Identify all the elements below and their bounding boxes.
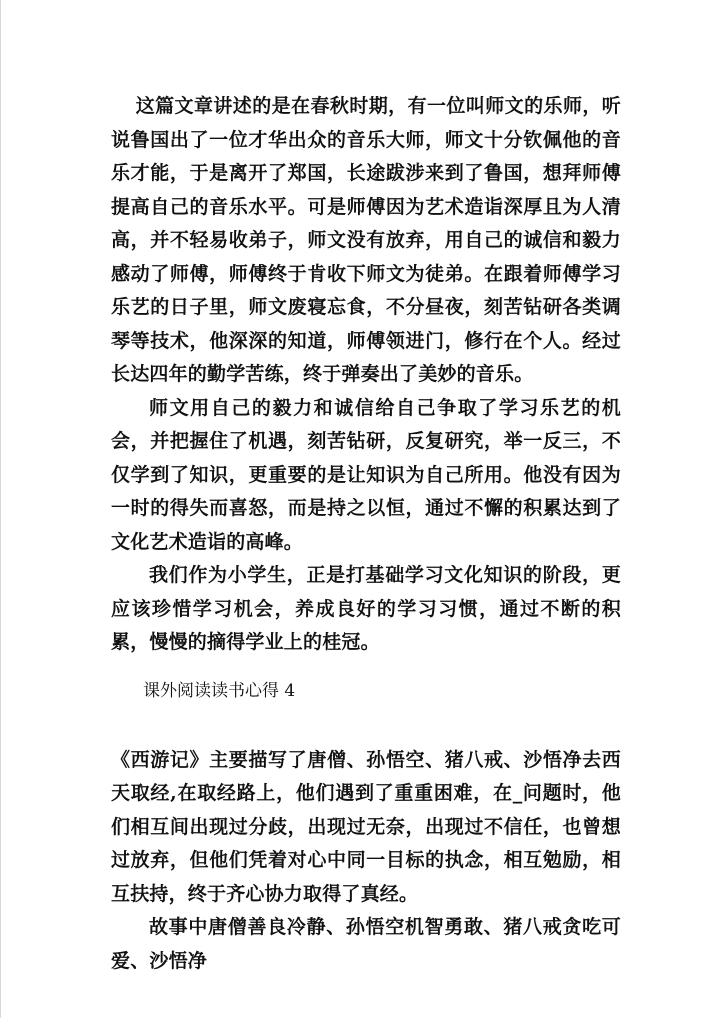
paragraph-2: 师文用自己的毅力和诚信给自己争取了学习乐艺的机会，并把握住了机遇，刻苦钻研，反复研究，举一反三，不仅学到了知识，更重要的是让知识为自己所用。他没有因为一时的得失而喜怒，而是持之以恒，通过不懈的积累达到了文化艺术造诣的高峰。 <box>111 396 621 553</box>
paragraph-4: 《西游记》主要描写了唐僧、孙悟空、猪八戒、沙悟净去西天取经,在取经路上，他们遇到了重重困难，在_问题时，他们相互间出现过分歧，出现过无奈，出现过不信任，也曾想过放弃，但他们凭着对心中同一目标的执念，相互勉励，相互扶持，终于齐心协力取得了真经。 <box>111 748 621 905</box>
paragraph-1: 这篇文章讲述的是在春秋时期，有一位叫师文的乐师，听说鲁国出了一位才华出众的音乐大师，师文十分钦佩他的音乐才能，于是离开了郑国，长途跋涉来到了鲁国，想拜师傅提高自己的音乐水平。可是师傅因为艺术造诣深厚且为人清高，并不轻易收弟子，师文没有放弃，用自己的诚信和毅力感动了师傅，师傅终于肯收下师文为徒弟。在跟着师傅学习乐艺的日子里，师文废寝忘食，不分昼夜，刻苦钻研各类调琴等技术，他深深的知道，师傅领进门，修行在个人。经过长达四年的勤学苦练，终于弹奏出了美妙的音乐。 <box>111 95 621 385</box>
document-body <box>111 90 621 978</box>
paragraph-5: 故事中唐僧善良冷静、孙悟空机智勇敢、猪八戒贪吃可爱、沙悟净 <box>111 916 621 972</box>
blank-gap <box>111 706 621 744</box>
paragraph-3: 我们作为小学生，正是打基础学习文化知识的阶段，更应该珍惜学习机会，养成良好的学习习惯，通过不断的积累，慢慢的摘得学业上的桂冠。 <box>111 564 621 653</box>
section-heading: 课外阅读读书心得 4 <box>143 680 296 701</box>
